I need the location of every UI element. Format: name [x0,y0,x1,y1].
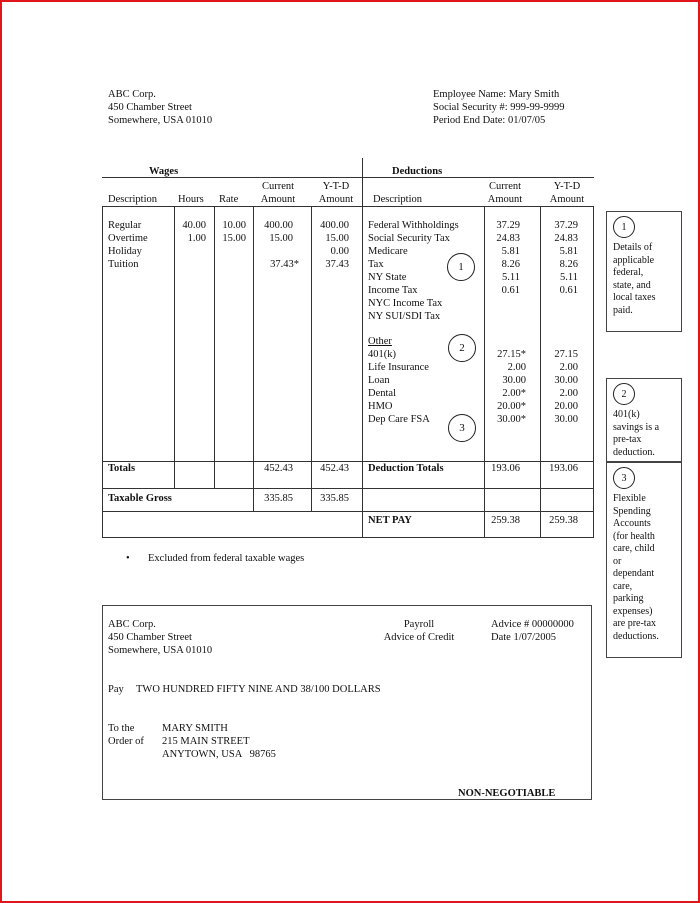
net-pay-ytd: 259.38 [549,515,578,526]
other-row-ytd: 20.00 [554,401,578,412]
footnote-bullet: • [126,553,130,564]
callout-circle-1: 1 [447,253,475,281]
other-row-description: Dep Care FSA [368,414,430,425]
tax-row-ytd: 5.81 [559,246,578,257]
wages-totals-current: 452.43 [264,463,293,474]
tax-row-description: Income Tax [368,285,418,296]
order-of-text: Order of [108,736,144,747]
tax-row-description: NY State [368,272,407,283]
wages-row-description: Holiday [108,246,142,257]
employer-address [108,88,212,127]
ded-header-ytd-line2: Amount [549,194,585,205]
side-note-line: pre-tax [613,434,642,445]
advice-number: Advice # 00000000 [491,619,574,630]
side-note-1 [606,211,682,332]
tax-row-ytd: 37.29 [554,220,578,231]
tax-row-ytd: 5.11 [560,272,578,283]
order-of-label [108,722,144,748]
side-note-line: deduction. [613,446,655,458]
other-row-current: 27.15* [497,349,526,360]
tax-ytd [540,219,578,297]
wages-row-current [253,245,293,258]
wages-header-rate: Rate [219,194,239,205]
wages-rates [214,219,246,245]
wages-col-divider-rate [214,206,215,488]
stub-center-divider [362,158,363,537]
wages-col-divider-hours [174,206,175,488]
wages-current [253,219,299,271]
wages-row-ytd: 37.43 [325,259,349,270]
side-note-line: care, child [613,543,655,554]
wages-ytd [311,219,349,271]
tax-row-current: 37.29 [496,220,520,231]
wages-header-current [253,180,303,206]
tax-row-ytd: 8.26 [559,259,578,270]
taxable-bottom-line [102,511,594,512]
ded-header-current-line1: Current [488,181,522,192]
side-note-line: Spending [613,505,651,517]
footnote-text: Excluded from federal taxable wages [148,553,305,564]
wages-descriptions [108,219,148,271]
tax-row-description: NY SUI/SDI Tax [368,311,441,322]
side-note-line: (for health [613,530,655,542]
wages-header-current-line2: Amount [260,194,296,205]
side-note-2-number: 2 [613,383,635,405]
advice-company-street: 450 Chamber Street [108,632,192,643]
tax-descriptions [368,219,459,323]
other-row-description: Loan [368,375,390,386]
side-note-line: care, [613,580,633,592]
deduction-totals-label: Deduction Totals [368,463,444,474]
wages-row-description: Overtime [108,233,148,244]
tax-row-description: Tax [368,259,384,270]
wages-header-ytd-line2: Amount [318,194,354,205]
callout-circle-3: 3 [448,414,476,442]
wages-header-ytd-line1: Y-T-D [322,181,350,192]
payee-city: ANYTOWN, USA 98765 [162,749,276,760]
wages-row-current: 15.00 [269,233,293,244]
side-note-line: applicable [613,254,655,266]
other-current [484,348,526,426]
wages-hours [174,219,206,245]
ded-header-ytd-line1: Y-T-D [553,181,581,192]
employee-info [433,88,565,127]
pay-label: Pay [108,684,124,695]
period-end-date: Period End Date: 01/07/05 [433,115,546,126]
other-row-ytd: 2.00 [559,362,578,373]
wages-row-hours: 40.00 [182,220,206,231]
wages-row-current: 400.00 [264,220,293,231]
other-row-current: 30.00* [497,414,526,425]
non-negotiable-stamp: NON-NEGOTIABLE [458,788,556,799]
wages-row-description: Tuition [108,259,139,270]
tax-row-current: 5.81 [501,246,520,257]
other-ytd [540,348,578,426]
other-row-ytd: 30.00 [554,414,578,425]
side-note-line: savings is a [613,421,660,433]
wages-header-ytd [311,180,361,206]
advice-date: Date 1/07/2005 [491,632,557,643]
right-outer-border [593,206,594,537]
side-note-line: federal, [613,267,644,278]
totals-bottom-line [102,488,594,489]
to-the-label: To the [108,723,135,734]
side-note-line: Accounts [613,518,651,529]
other-descriptions [368,348,430,426]
tax-row-current: 0.61 [501,285,520,296]
side-note-line: state, and [613,279,651,291]
employer-name: ABC Corp. [108,89,156,100]
net-pay-current: 259.38 [491,515,520,526]
side-note-line: Details of [613,242,653,253]
netpay-bottom-line [102,537,594,538]
other-row-current: 30.00 [502,375,526,386]
taxable-gross-ytd: 335.85 [320,493,349,504]
wages-row-ytd: 15.00 [325,233,349,244]
side-note-3 [606,462,682,658]
other-row-description: HMO [368,401,393,412]
header-bottom-line [102,206,594,207]
wages-header-description: Description [108,194,157,205]
payee-name: MARY SMITH [162,723,228,734]
other-row-current: 20.00* [497,401,526,412]
employee-name: Employee Name: Mary Smith [433,89,560,100]
side-note-line: paid. [613,304,633,316]
wages-totals-label: Totals [108,463,136,474]
other-row-ytd: 30.00 [554,375,578,386]
advice-of-credit-label: Advice of Credit [383,632,455,643]
wages-row-rate: 10.00 [222,220,246,231]
side-note-line: 401(k) [613,409,640,420]
tax-row-current: 5.11 [502,272,520,283]
side-note-line: expenses) [613,605,653,617]
ded-header-current-line2: Amount [487,194,523,205]
advice-company-name: ABC Corp. [108,619,156,630]
other-row-description: Life Insurance [368,362,429,373]
side-note-1-number: 1 [613,216,635,238]
wages-header-hours: Hours [178,194,204,205]
wages-row-ytd: 400.00 [320,220,349,231]
taxable-gross-label: Taxable Gross [108,493,172,504]
tax-row-description: NYC Income Tax [368,298,443,309]
side-note-line: Flexible [613,493,646,504]
ded-header-description: Description [373,194,422,205]
side-note-line: deductions. [613,630,659,642]
side-note-line: parking [613,593,644,604]
advice-meta [491,618,574,644]
wages-row-rate: 15.00 [222,233,246,244]
deductions-title: Deductions [392,166,443,177]
tax-row-ytd: 0.61 [559,285,578,296]
tax-row-ytd: 24.83 [554,233,578,244]
tax-row-description: Social Security Tax [368,233,450,244]
callout-circle-2: 2 [448,334,476,362]
advice-company-city: Somewhere, USA 01010 [108,645,213,656]
other-row-current: 2.00 [507,362,526,373]
ded-header-current [480,180,530,206]
side-note-line: local taxes [613,292,656,303]
side-note-2 [606,378,682,462]
wages-title: Wages [149,166,179,177]
tax-row-current: 24.83 [496,233,520,244]
employee-ssn: Social Security #: 999-99-9999 [433,102,565,113]
pay-amount-words: TWO HUNDRED FIFTY NINE AND 38/100 DOLLARS [136,684,381,695]
employer-street: 450 Chamber Street [108,102,192,113]
wages-row-current: 37.43* [270,259,299,270]
other-row-description: 401(k) [368,349,396,360]
wages-header-current-line1: Current [261,181,295,192]
other-row-current: 2.00* [502,388,526,399]
deduction-totals-ytd: 193.06 [549,463,578,474]
tax-row-current: 8.26 [501,259,520,270]
advice-company-address [108,618,212,657]
other-row-ytd: 27.15 [554,349,578,360]
net-pay-label: NET PAY [368,515,412,526]
advice-payroll: Payroll [403,619,435,630]
tax-row-description: Medicare [368,246,408,257]
ded-header-ytd [542,180,592,206]
other-label: Other [368,336,392,347]
wages-row-hours: 1.00 [187,233,206,244]
deduction-totals-current: 193.06 [491,463,520,474]
tax-current [484,219,520,297]
side-note-line: are pre-tax [613,618,657,629]
payee-street: 215 MAIN STREET [162,736,250,747]
left-outer-border [102,206,103,537]
wages-totals-ytd: 452.43 [320,463,349,474]
employer-city: Somewhere, USA 01010 [108,115,213,126]
wages-row-ytd: 0.00 [330,246,349,257]
tax-row-description: Federal Withholdings [368,220,459,231]
other-row-description: Dental [368,388,396,399]
side-note-line: dependant [613,568,655,579]
side-note-3-number: 3 [613,467,635,489]
other-row-ytd: 2.00 [559,388,578,399]
taxable-gross-current: 335.85 [264,493,293,504]
wages-row-description: Regular [108,220,142,231]
side-note-line: or [613,555,622,567]
advice-title [374,618,464,644]
payee-address [162,722,276,761]
